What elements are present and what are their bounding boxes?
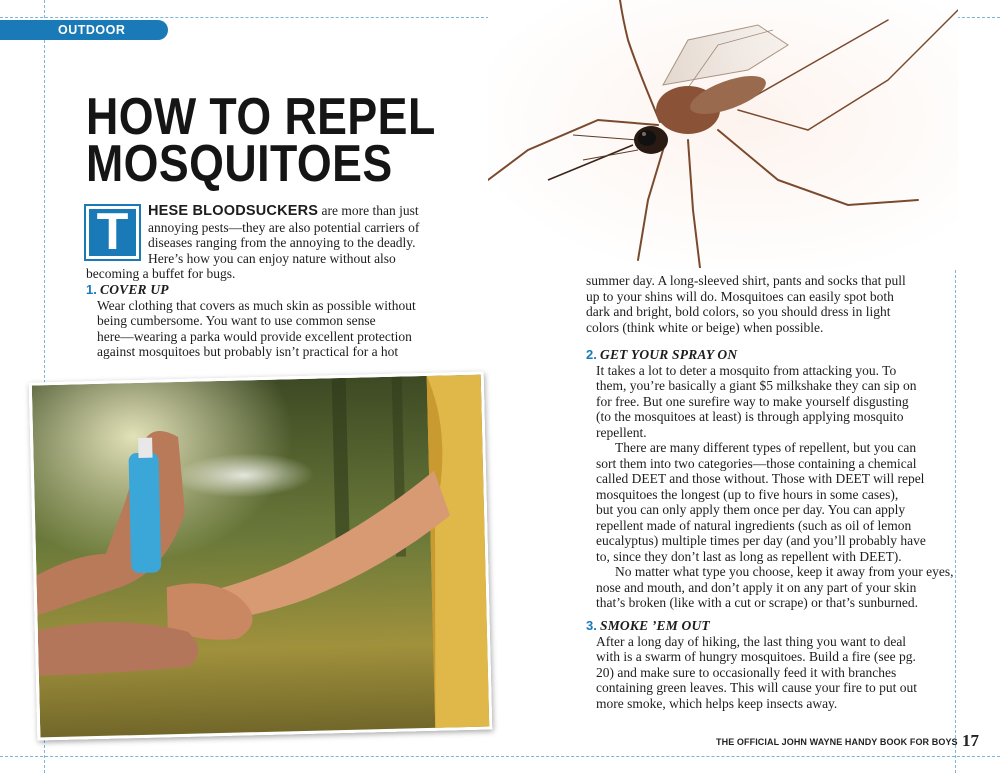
footer-book-title: THE OFFICIAL JOHN WAYNE HANDY BOOK FOR BOYS — [716, 737, 958, 747]
crop-guide-bottom — [0, 756, 1000, 757]
section-heading: 3. SMOKE ’EM OUT — [586, 618, 710, 633]
repellent-spray-image — [29, 371, 493, 740]
page-number: 17 — [962, 731, 979, 750]
section-smoke — [586, 618, 964, 711]
section-body: It takes a lot to deter a mosquito from attacking you. To them, you’re basically a giant $5 milkshake they can sip on for free. But one surefire way to make yourself disgusting (to the mosquitoes at least) is through applying mosquito repellent. There are many different types of repellent, but you can sort them into two categories—those containing a chemical called DEET and those without. Those with DEET will repel mosquitoes the longest (up to five hours in some cases), but you can only apply them once per day. You can apply repellent made of natural ingredients (such as oil of lemon eucalyptus) multiple times per day (and you’ll probably have to, since they don’t last as long as repellent with DEET). No matter what type you choose, keep it away from your eyes, nose and mouth, and don’t apply it on any part of your skin that’s broken (like with a cut or scrape) or that’s sunburned. — [596, 362, 954, 610]
lead-paragraph: HESE BLOODSUCKERS are more than just annoying pests—they are also potential carriers of diseases ranging from the annoying to the deadly. Here’s how you can enjoy nature without also becoming a buffet for bugs. — [86, 203, 420, 281]
title-line-1: HOW TO REPEL — [86, 88, 436, 146]
section-body: After a long day of hiking, the last thing you want to deal with is a swarm of hungry mosquitoes. Build a fire (see pg. 20) and make sure to occasionally feed it with branches containing green leaves. This will cause your fire to put out more smoke, which helps keep insects away. — [596, 633, 918, 711]
section-body: Wear clothing that covers as much skin as possible without being cumbersome. You want to use common sense here—wearing a parka would provide excellent protection against mosquitoes but probably isn’t practical for a hot — [97, 297, 416, 359]
lead-word: HESE BLOODSUCKERS — [148, 203, 319, 219]
title-line-2: MOSQUITOES — [86, 135, 393, 193]
section-heading: 1. COVER UP — [86, 282, 169, 297]
mosquito-image — [488, 0, 958, 268]
drop-cap: T — [86, 206, 139, 259]
section-cover-up-continued: summer day. A long-sleeved shirt, pants and socks that pull up to your shins will do. Mosquitoes can easily spot both dark and bright, bold colors, so you should dress in light colors (think white or beige) when possible. — [586, 273, 906, 335]
section-spray — [586, 347, 964, 611]
section-tab: OUTDOOR SKILLS — [0, 20, 168, 40]
article-title — [86, 88, 447, 193]
section-cover-up — [86, 282, 436, 360]
section-heading: 2. GET YOUR SPRAY ON — [586, 347, 738, 362]
